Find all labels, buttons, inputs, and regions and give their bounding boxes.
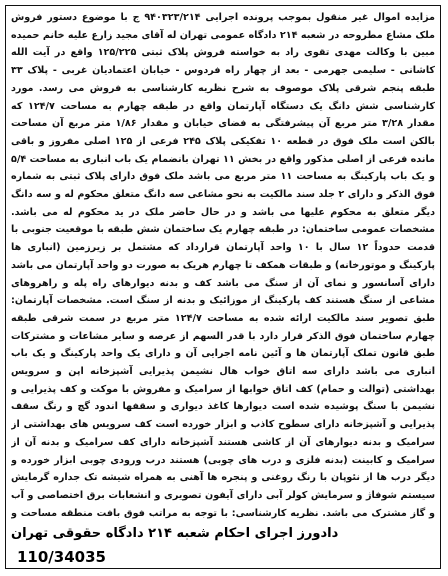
auction-notice	[5, 5, 441, 569]
signature-line: دادورز اجرای احکام شعبه ۲۱۴ دادگاه حقوقی تهران	[11, 526, 339, 541]
case-number: 110/34035	[17, 548, 106, 566]
notice-body: مزایده اموال غیر منقول بموجب پرونده اجرایی ۹۴۰۳۲۳/۲۱۴ ج با موضوع دستور فروش ملک مشاع مطروحه در شعبه ۲۱۴ دادگاه عمومی تهران له آقای مجید زارع علیه خانم حمیده مبین با وکالت مهدی تقوی راد به خواسته فروش پلاک ثبتی ۱۲۵/۲۲۵ واقع در آیت الله کاشانی - سلیمی جهرمی - بعد از چهار راه فردوس - خیابان اعتمادیان غربی - پلاک ۳۳ طبقه پنجم شرقی پلاک موصوف به شرح نظریه کارشناسی به فروش می رسد. مورد کارشناسی شش دانگ یک دستگاه آپارتمان واقع در طبقه چهارم به مساحت ۱۲۴/۷ که مقدار ۳/۲۸ متر مربع آن پیشرفتگی به فضای خیابان و مقدار ۱/۸۶ متر مربع آن مساحت بالکن است ملک فوق در قطعه ۱۰ تفکیکی پلاک ۲۴۵ فرعی از ۱۲۵ اصلی مفروز و باقی مانده فرعی از اصلی مذکور واقع در بخش ۱۱ تهران بانضمام یک باب انباری به مساحت ۵/۴ و یک باب پارکینگ به مساحت ۱۱ متر مربع می باشد ملک فوق دارای پلاک ثبتی به شماره فوق الذکر و دارای ۲ جلد سند مالکیت به نحو مشاعی سه دانگ متعلق محکوم له و سه دانگ دیگر متعلق به محکوم علیها می باشد و در حال حاضر ملک در ید محکوم له می باشد. مشخصات عمومی ساختمان: در طبقه چهارم یک ساختمان شش طبقه با موقعیت جنوبی با قدمت حدوداً ۱۲ سال با ۱۰ واحد آپارتمان قرارداد که مشتمل بر زیرزمین (انباری ها پارکینگ و موتورخانه) و طبقات همکف تا چهارم هریک به صورت دو واحد آپارتمان می باشد دارای آسانسور و نمای آن از سنگ می باشد کف و بدنه دیوارهای راه پله و راهروهای مشاعی از سنگ هستند کف پارکینگ از موزائیک و بدنه از سنگ است. مشخصات آپارتمان: طبق تصویر سند مالکیت ارائه شده به مساحت ۱۲۴/۷ متر مربع در سمت شرقی طبقه چهارم ساختمان فوق الذکر قرار دارد با قدر السهم از عرصه و سایر مشاعات و مشترکات طبق قانون تملک آپارتمان ها و آئین نامه اجرایی آن و دارای یک واحد پارکینگ و یک باب انباری می باشد دارای سه اتاق خواب هال نشیمن پذیرایی آشپزخانه اپن و سرویس بهداشتی (توالت و حمام) کف اتاق خوابها از سرامیک و مفروش با موکت و کف پذیرایی و نشیمن با سنگ پوشیده شده است دیوارها کاغذ دیواری و سقفها اندود گچ و رنگ سقف پذیرایی و آشپزخانه دارای سطوح کاذب و ابزار خورده است کف سرویس های بهداشتی از سرامیک و بدنه دیوارهای آن از کاشی هستند آشپزخانه دارای کف سرامیک و بدنه آن از سرامیک و کابینت (بدنه فلزی و درب های چوبی) هستند درب ورودی چوبی ابزار خورده و دیگر درب ها از نئوپان با رنگ روغنی و پنجره ها آهنی به همراه شیشه تک جداره گرمایش سیستم شوفاژ و سرمایش کولر آبی دارای آیفون تصویری و انشعابات برق اختصاصی و آب و گاز مشترک می باشد. نظریه کارشناسی: با توجه به مراتب فوق بافت منطقه مساحت و	[11, 12, 435, 519]
notice-footer	[11, 526, 435, 566]
